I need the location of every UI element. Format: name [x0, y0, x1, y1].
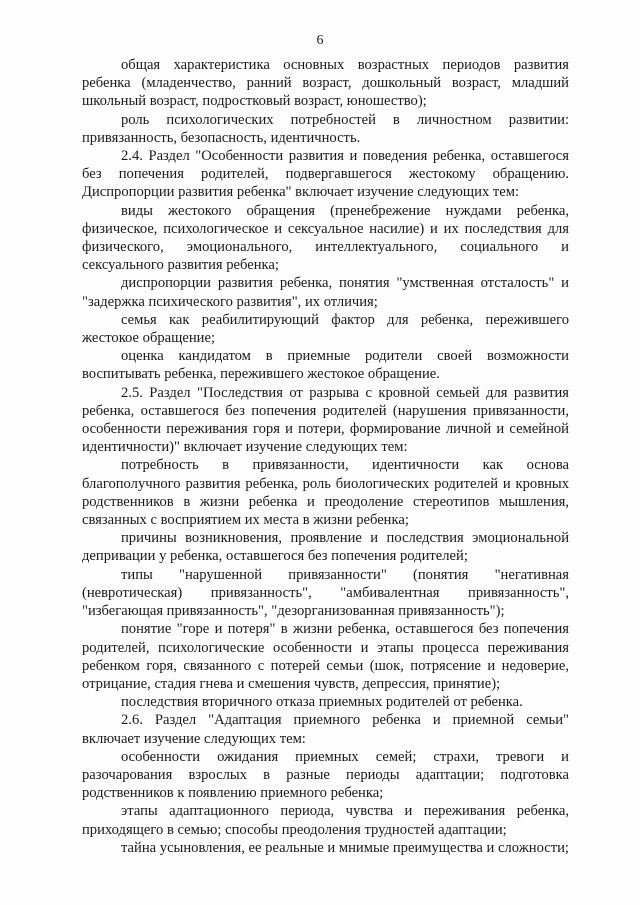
paragraph-age-periods: общая характеристика основных возрастных периодов развития ребенка (младенчество, ранний возраст, дошкольный возраст, младший школьный возраст, подростковый возраст, юношество); — [82, 57, 569, 110]
paragraph-attachment-types: типы "нарушенной привязанности" (понятия "негативная (невротическая) привязанность", "амбивалентная привязанность", "избегающая привязанность", "дезорганизованная привязанность"); — [82, 566, 569, 620]
section-2-6-heading: 2.6. Раздел "Адаптация приемного ребенка и приемной семьи" включает изучение следующих тем: — [82, 712, 569, 747]
section-2-5-heading: 2.5. Раздел "Последствия от разрыва с кровной семьей для развития ребенка, оставшегося без попечения родителей (нарушения привязанности, особенности переживания горя и потери, формирование личной и семейной идентичности)" включает изучение следующих тем: — [82, 384, 569, 456]
section-2-4-heading: 2.4. Раздел "Особенности развития и поведения ребенка, оставшегося без попечения родителей, подвергавшегося жестокому обращению. Диспропорции развития ребенка" включает изучение следующих тем: — [82, 148, 569, 201]
paragraph-secondary-refusal: последствия вторичного отказа приемных родителей от ребенка. — [121, 694, 523, 711]
paragraph-candidate-assessment: оценка кандидатом в приемные родители своей возможности воспитывать ребенка, пережившего жестокое обращение. — [82, 348, 569, 383]
paragraph-grief-and-loss: понятие "горе и потеря" в жизни ребенка, оставшегося без попечения родителей, психологические особенности и этапы процесса переживания ребенком горя, связанного с потерей семьи (шок, потрясение и недоверие, отрицание, стадия гнева и смешения чувств, депрессия, принятие); — [82, 621, 569, 692]
paragraph-family-expectations: особенности ожидания приемных семей; страхи, тревоги и разочарования взрослых в разные периоды адаптации; подготовка родственников к появлению приемного ребенка; — [82, 748, 569, 802]
paragraph-attachment-need: потребность в привязанности, идентичности как основа благополучного развития ребенка, роль биологических родителей и кровных родственников в жизни ребенка и преодоление стереотипов мышления, связанных с восприятием их места в жизни ребенка; — [82, 457, 569, 529]
paragraph-development-disproportions: диспропорции развития ребенка, понятия "умственная отсталость" и "задержка психического развития", их отличия; — [82, 275, 569, 310]
paragraph-emotional-deprivation: причины возникновения, проявление и последствия эмоциональной депривации у ребенка, оставшегося без попечения родителей; — [82, 530, 569, 565]
paragraph-family-rehabilitation: семья как реабилитирующий фактор для ребенка, пережившего жестокое обращение; — [82, 311, 569, 347]
paragraph-adoption-secrecy: тайна усыновления, ее реальные и мнимые преимущества и сложности; — [121, 839, 569, 856]
paragraph-abuse-types: виды жестокого обращения (пренебрежение нуждами ребенка, физическое, психологическое и сексуальное насилие) и их последствия для физического, эмоционального, интеллектуального, социального и сексуального развития ребенка; — [82, 202, 569, 274]
paragraph-adaptation-stages: этапы адаптационного периода, чувства и переживания ребенка, приходящего в семью; способы преодоления трудностей адаптации; — [82, 803, 569, 838]
paragraph-psychological-needs: роль психологических потребностей в личностном развитии: привязанность, безопасность, идентичность. — [82, 111, 569, 146]
page-number: 6 — [316, 33, 324, 48]
body-text — [82, 56, 569, 857]
